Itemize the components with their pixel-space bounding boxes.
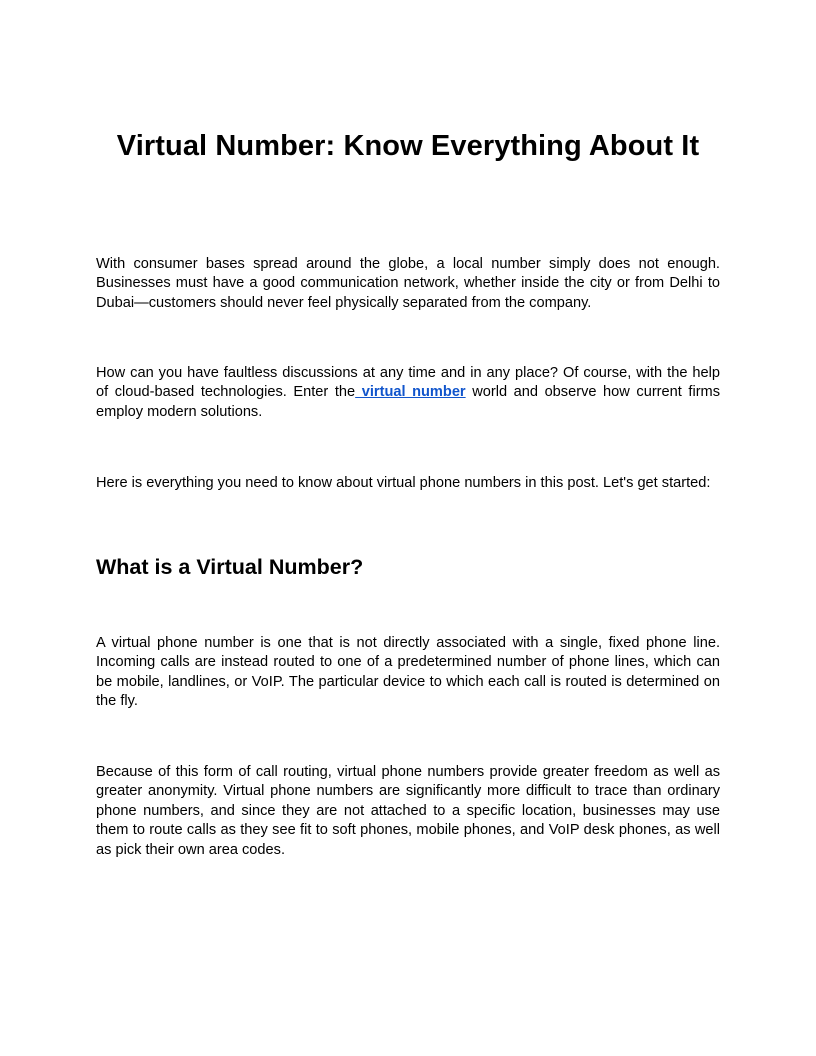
cloud-paragraph-text-before: How can you have faultless discussions at any time and in any place? Of course, with the help of cloud-based technologies. Enter the xyxy=(96,365,720,401)
definition-paragraph: A virtual phone number is one that is not directly associated with a single, fixed phone line. Incoming calls are instead routed to one of a predetermined number of phone lines, which can be mobile, landlines, or VoIP. The particular device to which each call is routed is determined on the fly. xyxy=(96,635,720,710)
section-heading: What is a Virtual Number? xyxy=(96,555,364,579)
call-routing-paragraph: Because of this form of call routing, virtual phone numbers provide greater freedom as well as greater anonymity. Virtual phone numbers are significantly more difficult to trace than ordinary phone numbers, and since they are not attached to a specific location, businesses may use them to route calls as they see fit to soft phones, mobile phones, and VoIP desk phones, as well as pick their own area codes. xyxy=(96,764,720,858)
cloud-paragraph xyxy=(96,364,720,422)
post-overview-paragraph: Here is everything you need to know about virtual phone numbers in this post. Let's get started: xyxy=(96,475,711,491)
intro-paragraph: With consumer bases spread around the globe, a local number simply does not enough. Businesses must have a good communication network, whether inside the city or from Delhi to Dubai—customers should never feel physically separated from the company. xyxy=(96,256,720,311)
cloud-paragraph-text-after: world and observe how current firms employ modern solutions. xyxy=(96,384,721,420)
virtual-number-link[interactable]: virtual number xyxy=(355,384,466,401)
document-title: Virtual Number: Know Everything About It xyxy=(116,130,700,162)
